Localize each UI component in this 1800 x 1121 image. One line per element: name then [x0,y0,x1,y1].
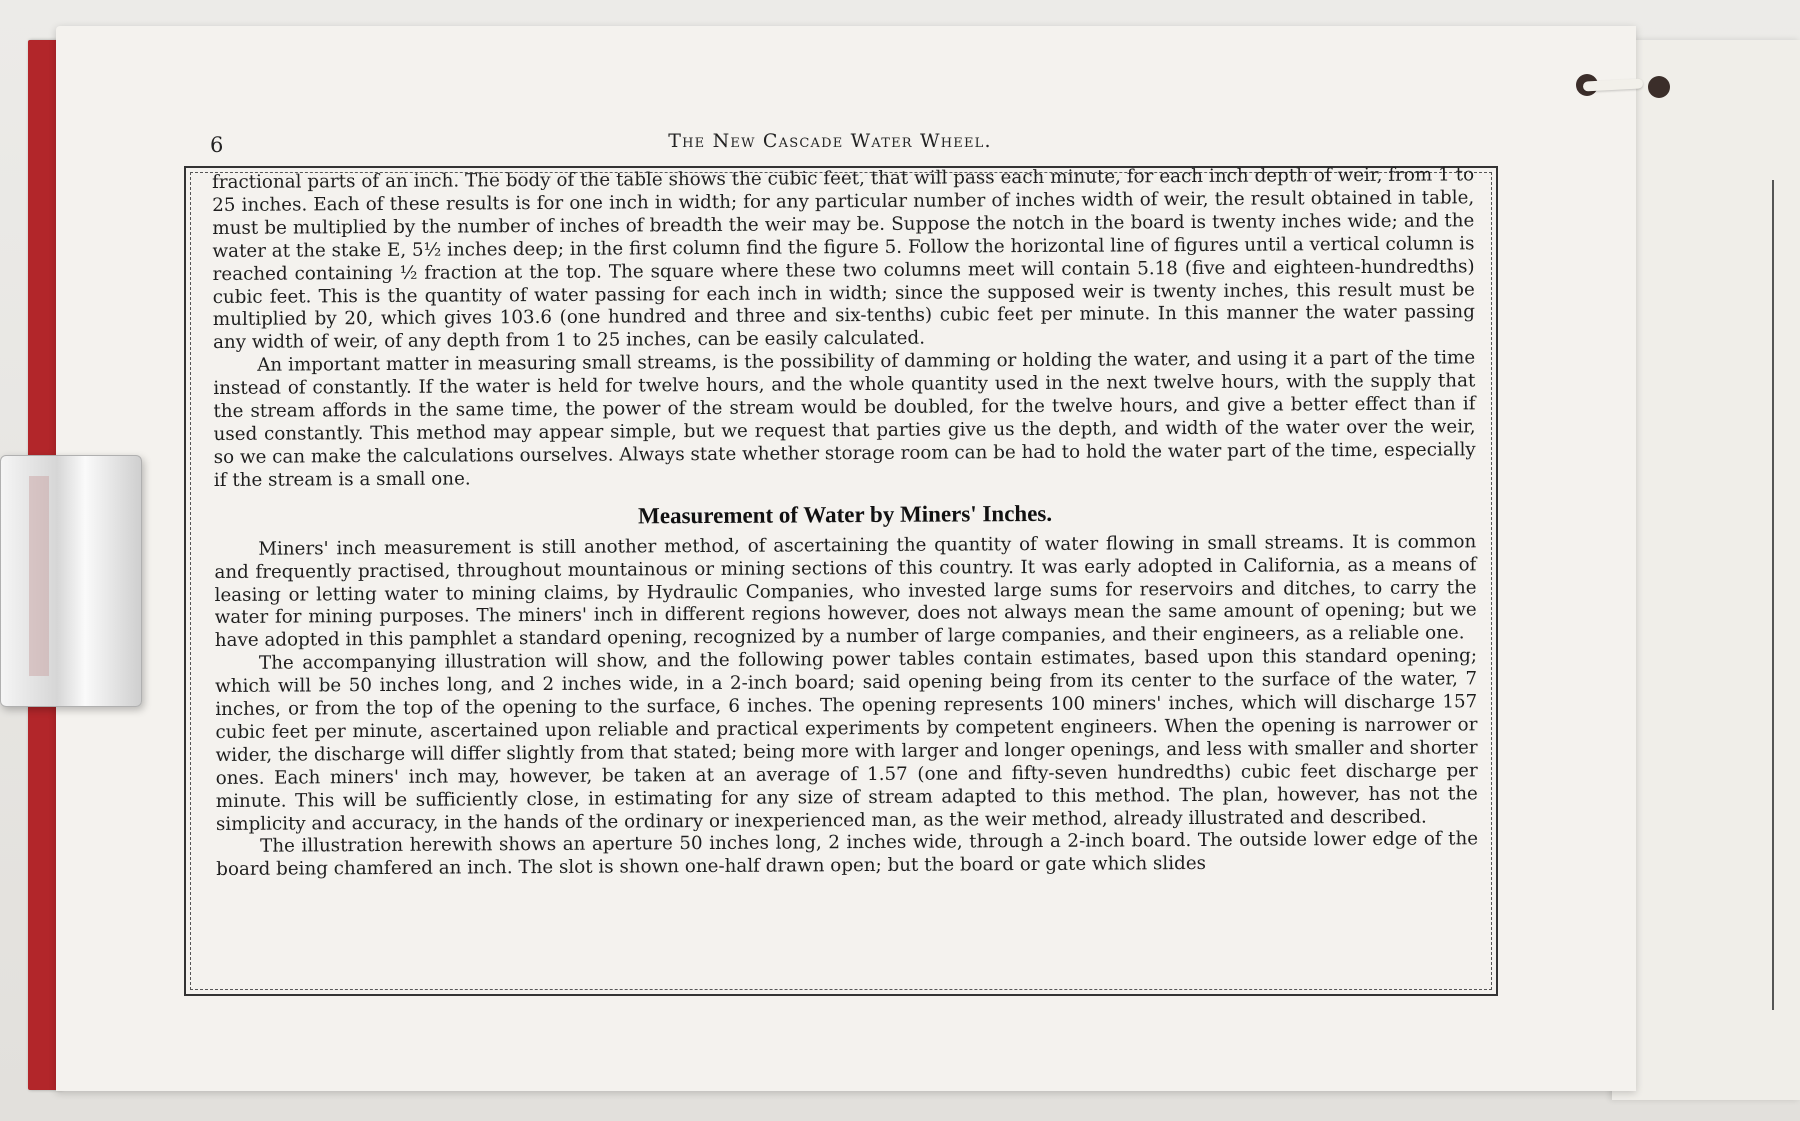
paragraph: The accompanying illustration will show, and the following power tables contain estimates, based upon this standard opening; which will be 50 inches long, and 2 inches wide, in a 2-inch board; said opening being from its center to the surface of the water, 7 inches, or from the top of the opening to the surface, 6 inches. The opening represents 100 miners' inches, which will discharge 157 cubic feet per minute, ascertained upon reliable and practical experiments by competent engineers. When the opening is narrower or wider, the discharge will differ slightly from that stated; being more with larger and longer openings, and less with smaller and shorter ones. Each miners' inch may, however, be taken at an average of 1.57 (one and fifty-seven hundredths) cubic feet discharge per minute. This will be sufficiently close, in estimating for any size of stream adapted to this method. The plan, however, has not the simplicity and accuracy, in the hands of the ordinary or inexperienced man, as the weir method, already illustrated and described. [215,645,1478,835]
facing-page-border [1772,180,1800,1010]
facing-page [1612,40,1800,1100]
binding-hole-icon [1648,76,1670,98]
paragraph: The illustration herewith shows an aperture 50 inches long, 2 inches wide, through a 2-inch board. The outside lower edge of the board being chamfered an inch. The slot is shown one-half drawn open; but the board or gate which slides [216,828,1479,881]
running-title: The New Cascade Water Wheel. [668,130,992,152]
paragraph: fractional parts of an inch. The body of the table shows the cubic feet, that will pass each minute, for each inch depth of weir, from 1 to 25 inches. Each of these results is for one inch in width; for any particular number of inches width of weir, the result obtained in table, must be multiplied by the number of inches of breadth the weir may be. Suppose the notch in the board is twenty inches wide; and the water at the stake E, 5½ inches deep; in the first column find the figure 5. Follow the horizontal line of figures until a vertical column is reached containing ½ fraction at the top. The square where these two columns meet will contain 5.18 (five and eighteen-hundredths) cubic feet. This is the quantity of water passing for each inch in width; since the supposed weir is twenty inches, this result must be multiplied by 20, which gives 103.6 (one hundred and three and six-tenths) cubic feet per minute. In this manner the water passing any width of weir, of any depth from 1 to 25 inches, can be easily calculated. [212,164,1475,354]
section-heading: Measurement of Water by Miners' Inches. [638,500,1053,529]
paragraph: Miners' inch measurement is still another method, of ascertaining the quantity of water flowing in small streams. It is common and frequently practised, throughout mountainous or mining sections of this country. It was early adopted in California, as a means of leasing or letting water to mining claims, by Hydraulic Companies, who invested large sums for reservoirs and ditches, to carry the water for mining purposes. The miners' inch in different regions however, does not always mean the same amount of opening; but we have adopted in this pamphlet a standard opening, recognized by a number of large companies, and their engineers, as a reliable one. [214,530,1477,652]
page-body-text [212,164,1478,882]
page-clip [0,455,142,707]
page-number: 6 [210,133,224,157]
paragraph: An important matter in measuring small streams, is the possibility of damming or holding the water, and using it a part of the time instead of constantly. If the water is held for twelve hours, and the whole quantity used in the next twelve hours, with the supply that the stream affords in the same time, the power of the stream would be doubled, for the twelve hours, and give a better effect than if used constantly. This method may appear simple, but we request that parties give us the depth, and width of the water over the weir, so we can make the calculations ourselves. Always state whether storage room can be had to hold the water part of the time, especially if the stream is a small one. [213,347,1476,491]
